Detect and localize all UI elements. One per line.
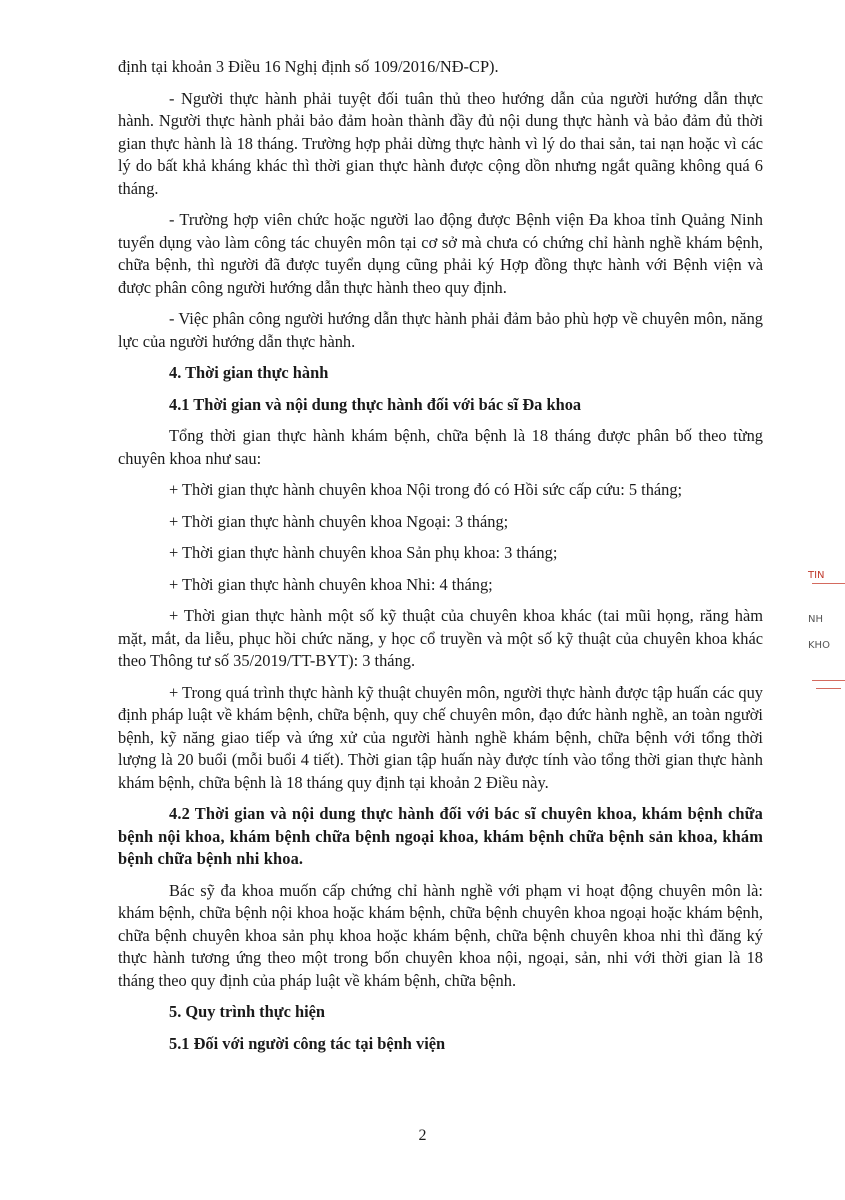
list-item: + Thời gian thực hành chuyên khoa Nội trong đó có Hồi sức cấp cứu: 5 tháng;: [169, 480, 683, 499]
section-heading: 4. Thời gian thực hành: [169, 363, 329, 382]
margin-stamp-line: [816, 688, 841, 689]
page-number: 2: [418, 1127, 427, 1144]
paragraph: định tại khoản 3 Điều 16 Nghị định số 109/2016/NĐ-CP).: [118, 57, 499, 76]
margin-stamp-line: [812, 583, 845, 584]
paragraph: Bác sỹ đa khoa muốn cấp chứng chỉ hành nghề với phạm vi hoạt động chuyên môn là: khám bệnh, chữa bệnh nội khoa hoặc khám bệnh, chữa bệnh chuyên khoa ngoại hoặc khám bệnh, chữa bệnh chuyên khoa sản phụ khoa hoặc khám bệnh, chữa bệnh chuyên khoa nhi thì đăng ký thực hành tương ứng theo một trong bốn chuyên khoa nội, ngoại, sản, nhi với thời gian là 18 tháng theo quy định của pháp luật về khám bệnh, chữa bệnh.: [118, 880, 763, 990]
paragraph: Tổng thời gian thực hành khám bệnh, chữa bệnh là 18 tháng được phân bố theo từng chuyên khoa như sau:: [118, 426, 763, 468]
list-item: + Thời gian thực hành chuyên khoa Ngoại: 3 tháng;: [169, 511, 509, 531]
list-item: + Trong quá trình thực hành kỹ thuật chuyên môn, người thực hành được tập huấn các quy định pháp luật về khám bệnh, chữa bệnh, quy chế chuyên môn, đạo đức hành nghề, an toàn người bệnh, kỹ năng giao tiếp và ứng xử của người hành nghề khám bệnh, chữa bệnh với tổng thời lượng là 20 buổi (mỗi buổi 4 tiết). Thời gian tập huấn này được tính vào tổng thời gian thực hành khám bệnh, chữa bệnh là 18 tháng quy định tại khoản 2 Điều này.: [118, 682, 763, 792]
margin-stamp-text: TIN: [808, 570, 825, 581]
list-item: + Thời gian thực hành chuyên khoa Nhi: 4 tháng;: [169, 574, 493, 594]
document-body: [118, 56, 763, 1064]
margin-stamp-line: [812, 680, 845, 681]
paragraph: - Người thực hành phải tuyệt đối tuân thủ theo hướng dẫn của người hướng dẫn thực hành. Người thực hành phải bảo đảm hoàn thành đầy đủ nội dung thực hành và bảo đảm đủ thời gian thực hành là 18 tháng. Trường hợp phải dừng thực hành vì lý do thai sản, tai nạn hoặc vì các lý do bất khả kháng khác thì thời gian thực hành được cộng dồn nhưng ngắt quãng không quá 6 tháng.: [118, 88, 763, 198]
subsection-heading: 4.1 Thời gian và nội dung thực hành đối với bác sĩ Đa khoa: [169, 394, 582, 414]
subsection-heading: 5.1 Đối với người công tác tại bệnh viện: [169, 1033, 446, 1053]
subsection-heading: 4.2 Thời gian và nội dung thực hành đối với bác sĩ chuyên khoa, khám bệnh chữa bệnh nội khoa, khám bệnh chữa bệnh ngoại khoa, khám bệnh chữa bệnh sản khoa, khám bệnh chữa bệnh nhi khoa.: [118, 804, 763, 868]
paragraph: - Trường hợp viên chức hoặc người lao động được Bệnh viện Đa khoa tỉnh Quảng Ninh tuyển dụng vào làm công tác chuyên môn tại cơ sở mà chưa có chứng chỉ hành nghề khám bệnh, chữa bệnh, thì người đã được tuyển dụng cũng phải ký Hợp đồng thực hành với Bệnh viện và được phân công người hướng dẫn thực hành theo quy định.: [118, 210, 763, 297]
section-heading: 5. Quy trình thực hiện: [169, 1002, 326, 1021]
paragraph: - Việc phân công người hướng dẫn thực hành phải đảm bảo phù hợp về chuyên môn, năng lực của người hướng dẫn thực hành.: [118, 309, 763, 351]
list-item: + Thời gian thực hành chuyên khoa Sản phụ khoa: 3 tháng;: [169, 543, 558, 562]
margin-stamp-text: KHO: [808, 640, 830, 651]
margin-stamp-text: NH: [808, 614, 823, 625]
list-item: + Thời gian thực hành một số kỹ thuật của chuyên khoa khác (tai mũi họng, răng hàm mặt, mắt, da liễu, phục hồi chức năng, y học cổ truyền và một số kỹ thuật của chuyên khoa khác theo Thông tư số 35/2019/TT-BYT): 3 tháng.: [118, 606, 763, 670]
